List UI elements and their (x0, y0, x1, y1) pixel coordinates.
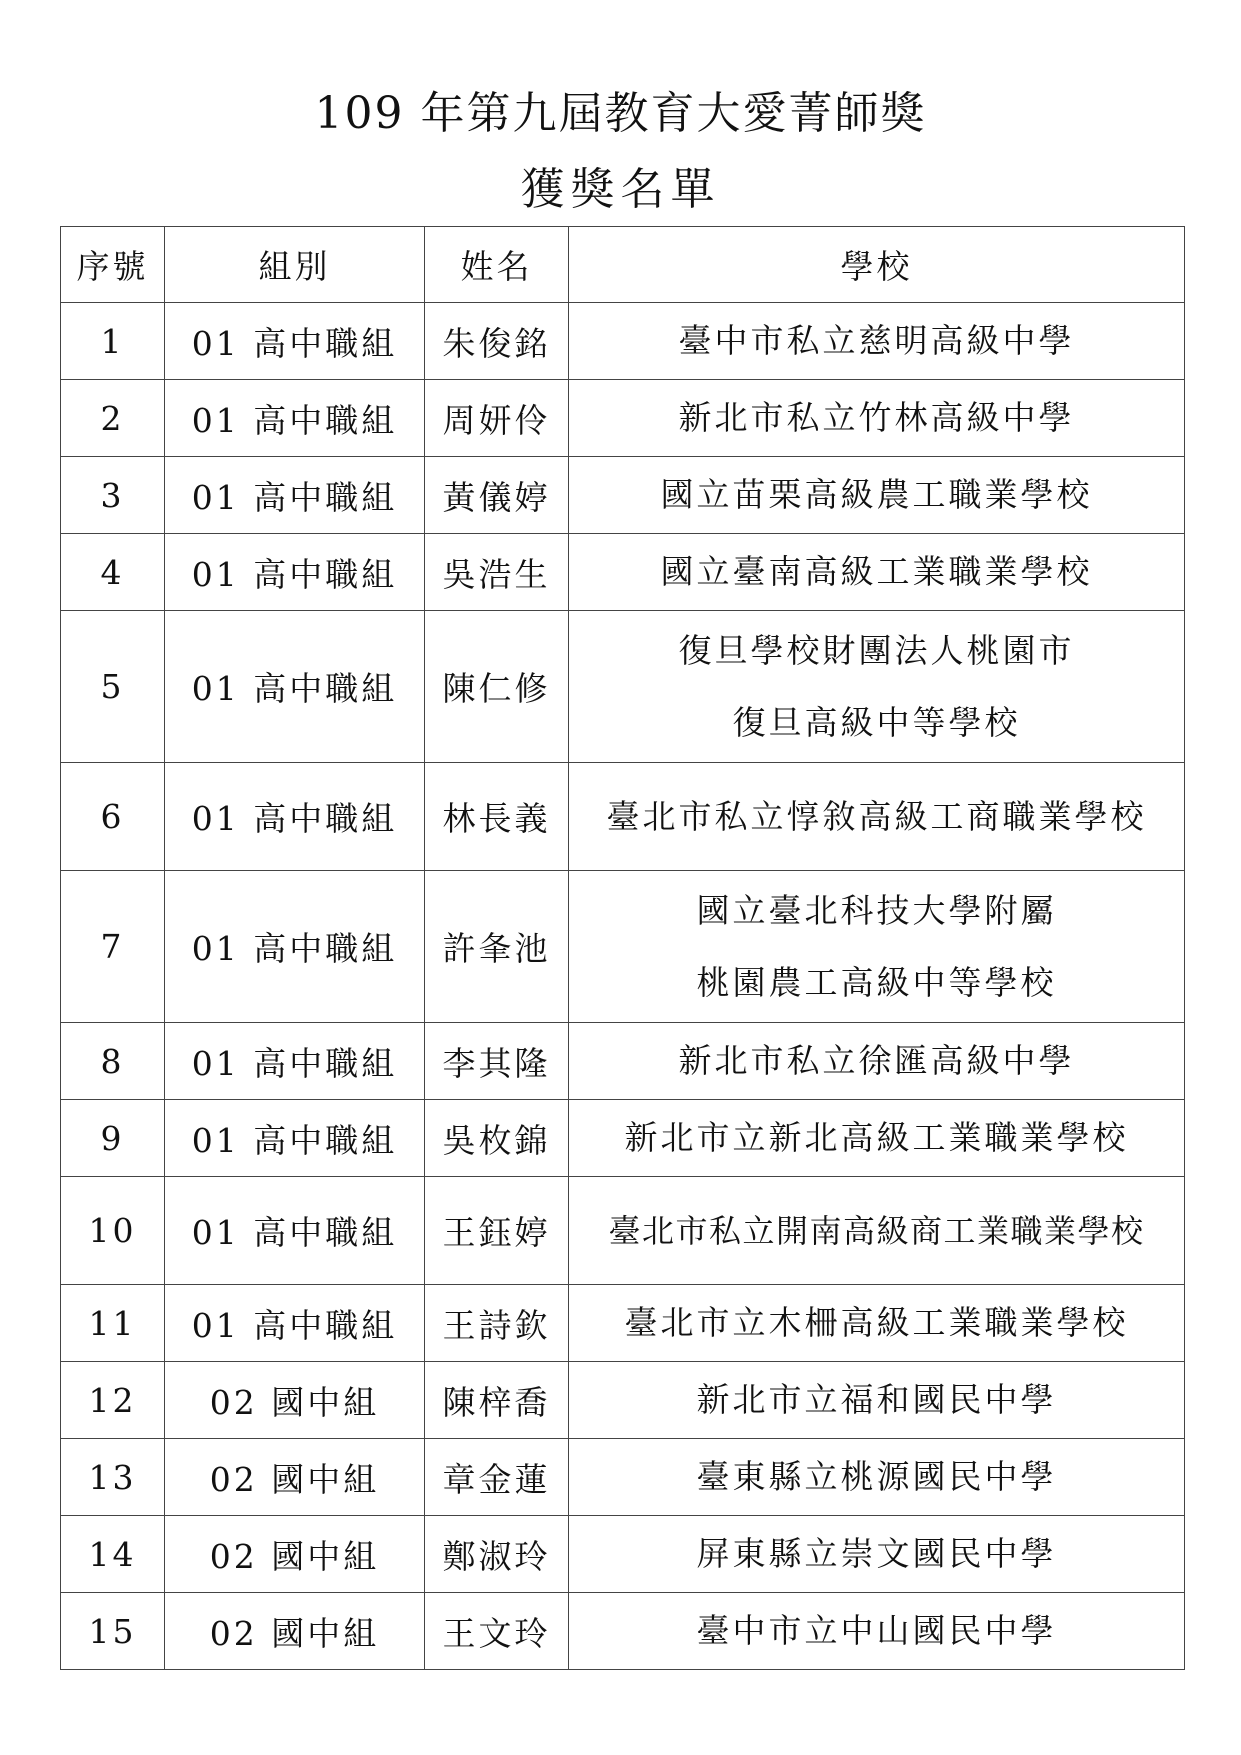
school-name-line: 臺中市私立慈明高級中學 (678, 321, 1075, 360)
row-name: 王鈺婷 (425, 1177, 569, 1285)
row-name: 黃儀婷 (425, 457, 569, 534)
school-name-line: 復旦高級中等學校 (732, 702, 1021, 742)
school-name-line: 新北市私立徐匯高級中學 (678, 1041, 1075, 1080)
row-group: 02 國中組 (165, 1362, 425, 1439)
row-school (569, 871, 1185, 1023)
row-school (569, 1285, 1185, 1362)
row-number: 2 (61, 380, 165, 457)
page-title: 109 年第九屆教育大愛菁師獎 (314, 88, 927, 139)
school-name-line: 屏東縣立崇文國民中學 (696, 1534, 1057, 1573)
row-group: 01 高中職組 (165, 1100, 425, 1177)
row-number: 7 (61, 871, 165, 1023)
row-number: 13 (61, 1439, 165, 1516)
row-school (569, 380, 1185, 457)
row-school (569, 1593, 1185, 1670)
row-group: 01 高中職組 (165, 380, 425, 457)
table-row (61, 534, 1185, 611)
row-number: 5 (61, 611, 165, 763)
row-name: 王詩欽 (425, 1285, 569, 1362)
row-school (569, 1177, 1185, 1285)
row-group: 01 高中職組 (165, 534, 425, 611)
school-name-line: 新北市立新北高級工業職業學校 (624, 1118, 1129, 1157)
row-group: 02 國中組 (165, 1439, 425, 1516)
row-group: 01 高中職組 (165, 1177, 425, 1285)
row-number: 1 (61, 303, 165, 380)
school-name-line: 國立臺北科技大學附屬 (696, 890, 1057, 930)
table-row (61, 1516, 1185, 1593)
row-name: 章金蓮 (425, 1439, 569, 1516)
table-row (61, 1023, 1185, 1100)
row-school (569, 457, 1185, 534)
row-name: 王文玲 (425, 1593, 569, 1670)
school-name-line: 新北市私立竹林高級中學 (678, 398, 1075, 437)
school-name-line: 新北市立福和國民中學 (696, 1380, 1057, 1419)
row-group: 02 國中組 (165, 1516, 425, 1593)
row-group: 01 高中職組 (165, 871, 425, 1023)
row-school (569, 1362, 1185, 1439)
row-school (569, 1516, 1185, 1593)
row-number: 6 (61, 763, 165, 871)
table-row (61, 763, 1185, 871)
page-subtitle: 獲獎名單 (520, 164, 721, 215)
school-name-line: 復旦學校財團法人桃園市 (678, 630, 1075, 670)
row-school (569, 1100, 1185, 1177)
row-number: 11 (61, 1285, 165, 1362)
school-name-line: 臺北市私立惇敘高級工商職業學校 (606, 796, 1147, 836)
row-number: 8 (61, 1023, 165, 1100)
school-name-line: 臺東縣立桃源國民中學 (696, 1457, 1057, 1496)
table-row (61, 457, 1185, 534)
school-name-line: 臺北市立木柵高級工業職業學校 (624, 1303, 1129, 1342)
row-group: 01 高中職組 (165, 611, 425, 763)
header-number: 序號 (61, 227, 165, 303)
table-header-row (61, 227, 1185, 303)
row-group: 01 高中職組 (165, 763, 425, 871)
school-name-line: 國立臺南高級工業職業學校 (660, 552, 1093, 591)
school-name-line: 桃園農工高級中等學校 (696, 962, 1057, 1002)
row-group: 01 高中職組 (165, 303, 425, 380)
table-row (61, 1439, 1185, 1516)
row-school (569, 763, 1185, 871)
row-school (569, 611, 1185, 763)
row-school (569, 1439, 1185, 1516)
row-number: 15 (61, 1593, 165, 1670)
row-name: 鄭淑玲 (425, 1516, 569, 1593)
row-group: 01 高中職組 (165, 457, 425, 534)
row-group: 01 高中職組 (165, 1023, 425, 1100)
row-name: 吳浩生 (425, 534, 569, 611)
row-name: 陳仁修 (425, 611, 569, 763)
row-name: 李其隆 (425, 1023, 569, 1100)
header-group: 組別 (165, 227, 425, 303)
table-row (61, 1593, 1185, 1670)
table-row (61, 380, 1185, 457)
row-number: 4 (61, 534, 165, 611)
row-number: 10 (61, 1177, 165, 1285)
row-school (569, 303, 1185, 380)
row-number: 14 (61, 1516, 165, 1593)
awardee-table (60, 226, 1185, 1670)
table-row (61, 303, 1185, 380)
row-name: 許夆池 (425, 871, 569, 1023)
row-name: 朱俊銘 (425, 303, 569, 380)
header-school: 學校 (569, 227, 1185, 303)
school-name-line: 國立苗栗高級農工職業學校 (660, 475, 1093, 514)
row-name: 林長義 (425, 763, 569, 871)
table-row (61, 1285, 1185, 1362)
school-name-line: 臺中市立中山國民中學 (696, 1611, 1057, 1650)
row-name: 吳枚錦 (425, 1100, 569, 1177)
row-number: 3 (61, 457, 165, 534)
row-number: 12 (61, 1362, 165, 1439)
table-row (61, 611, 1185, 763)
table-row (61, 1100, 1185, 1177)
table-row (61, 1362, 1185, 1439)
row-name: 陳梓喬 (425, 1362, 569, 1439)
table-body (61, 303, 1185, 1670)
row-group: 02 國中組 (165, 1593, 425, 1670)
school-name-line: 臺北市私立開南高級商工業職業學校 (608, 1211, 1145, 1250)
row-group: 01 高中職組 (165, 1285, 425, 1362)
table-row (61, 871, 1185, 1023)
row-name: 周妍伶 (425, 380, 569, 457)
row-school (569, 1023, 1185, 1100)
row-number: 9 (61, 1100, 165, 1177)
table-row (61, 1177, 1185, 1285)
row-school (569, 534, 1185, 611)
header-name: 姓名 (425, 227, 569, 303)
